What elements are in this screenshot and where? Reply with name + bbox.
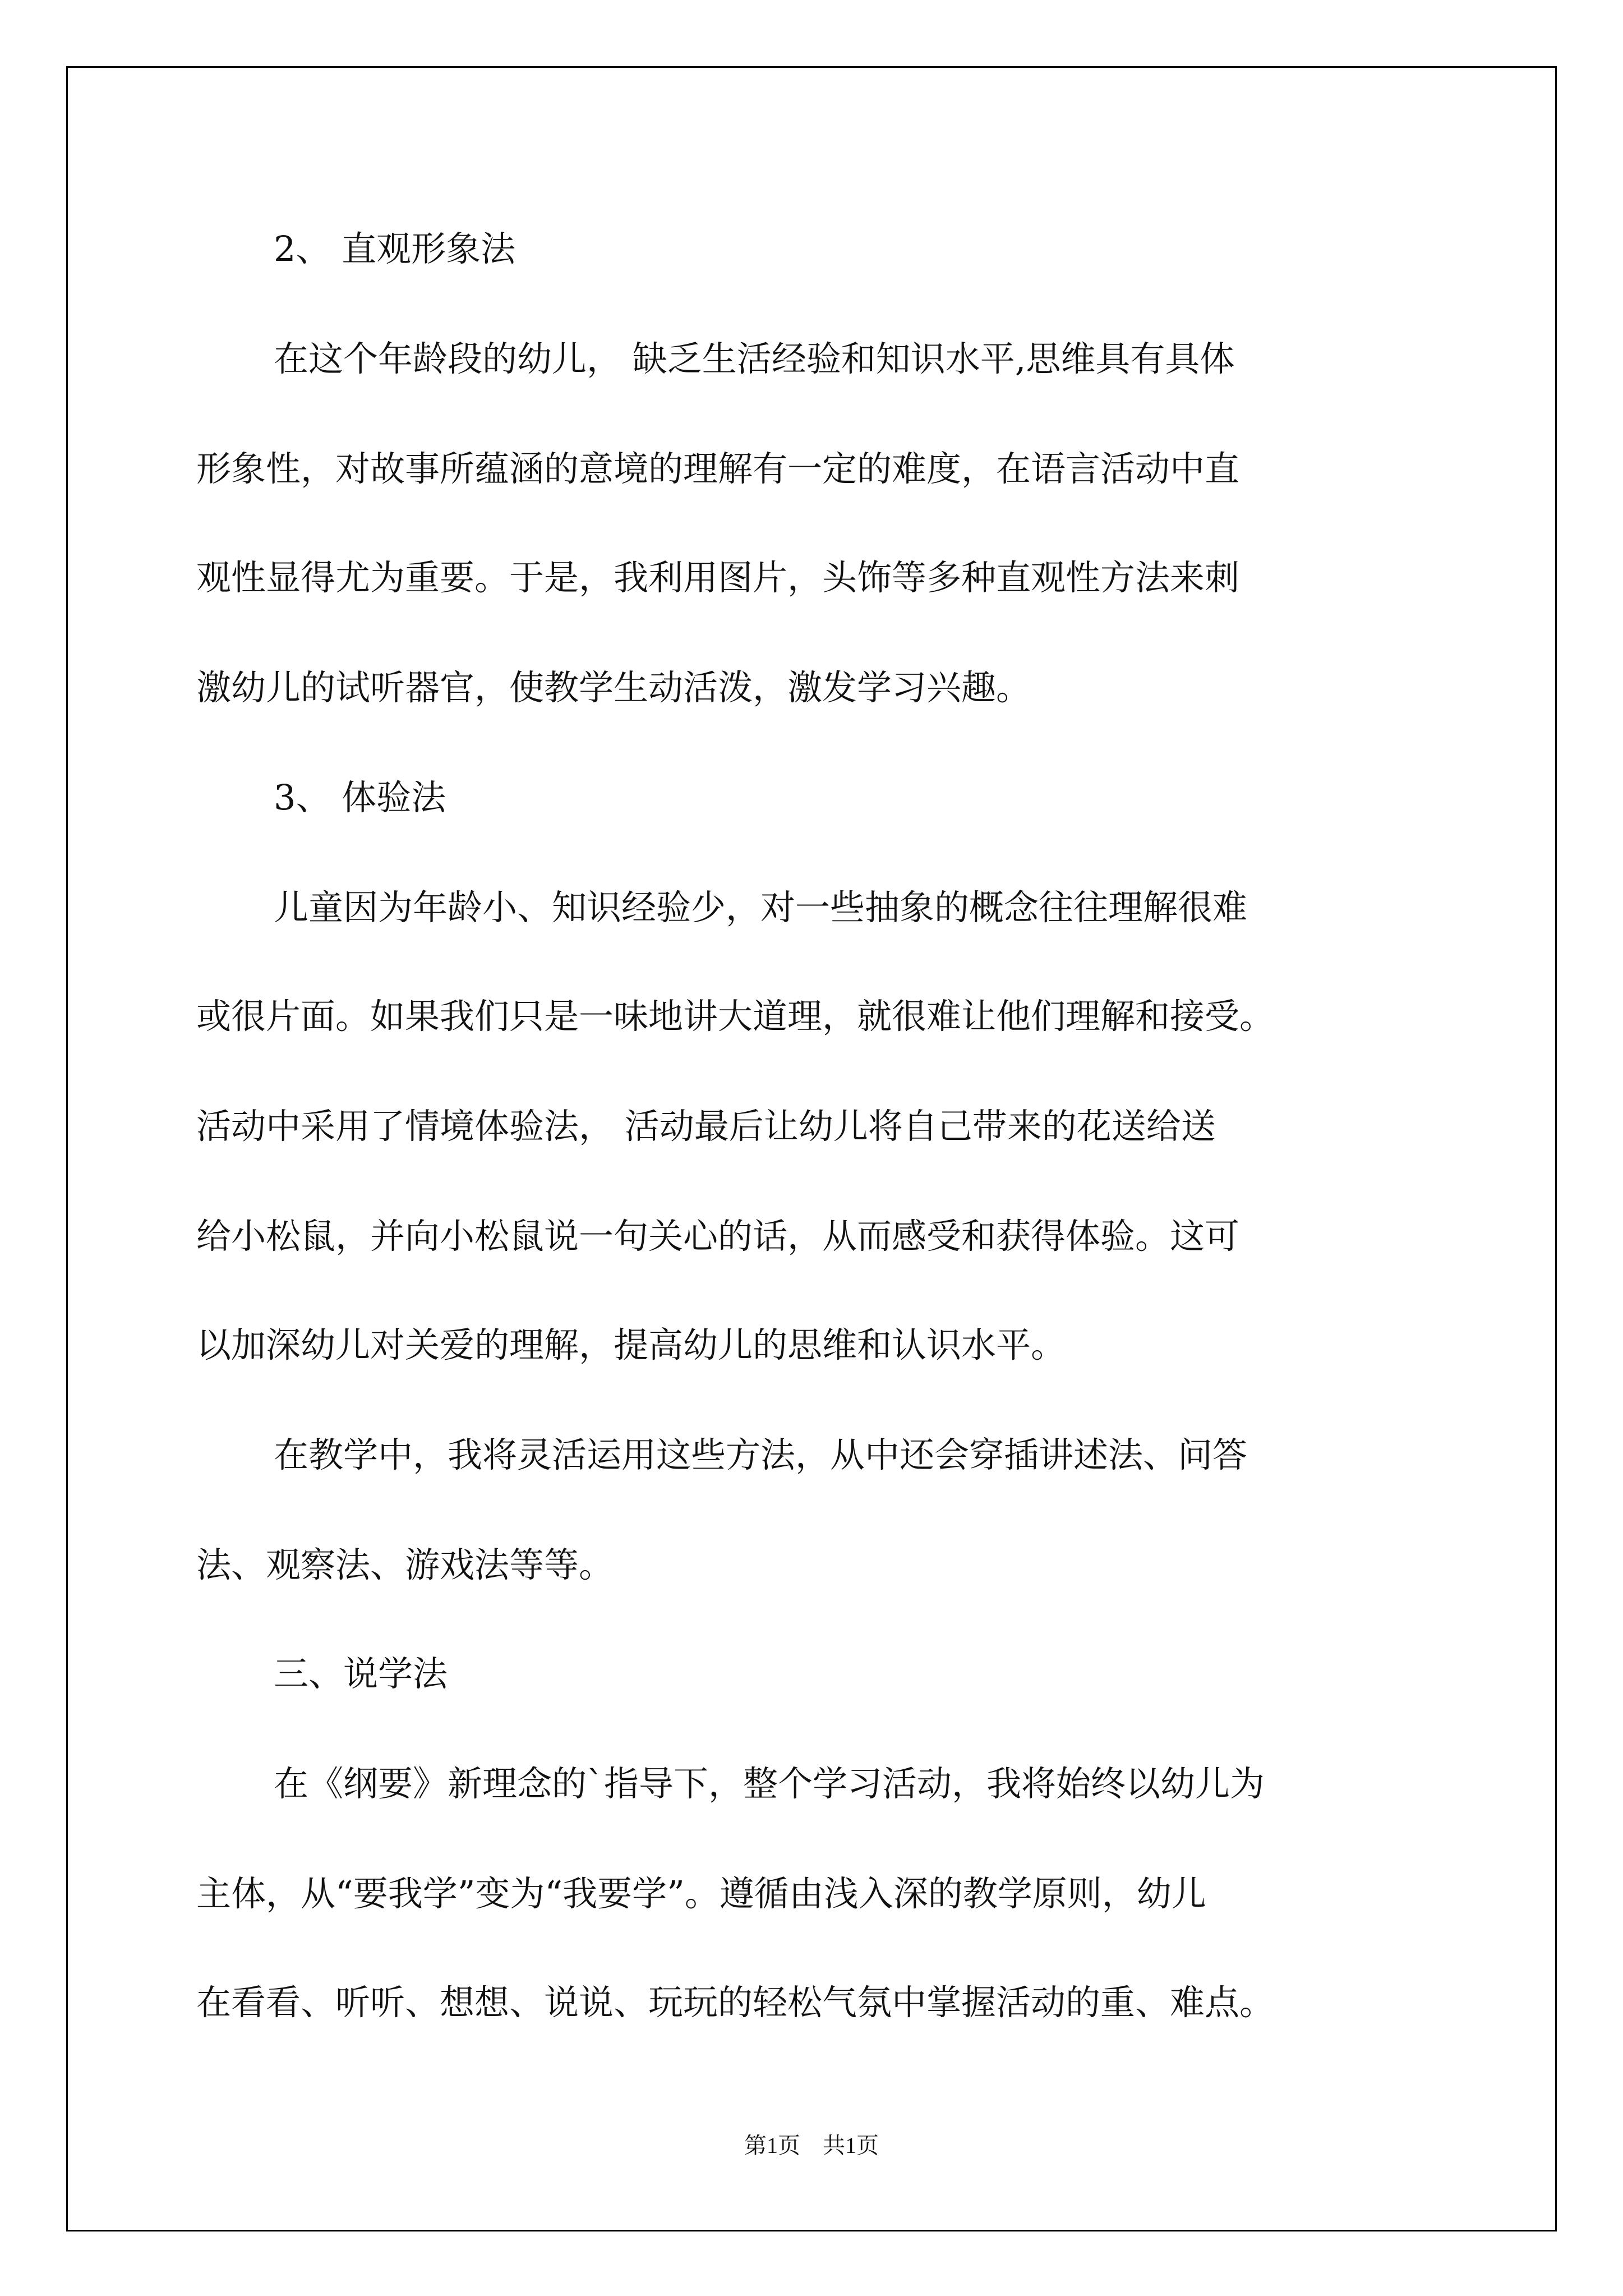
page-footer <box>0 2132 1623 2160</box>
paragraph-line: 激幼儿的试听器官，使教学生动活泼，激发学习兴趣。 <box>196 667 1031 708</box>
paragraph-line: 在《纲要》新理念的`指导下，整个学习活动，我将始终以幼儿为 <box>274 1763 1265 1804</box>
paragraph-line: 在看看、听听、想想、说说、玩玩的轻松气氛中掌握活动的重、难点。 <box>196 1982 1275 2023</box>
paragraph-line: 主体，从“要我学”变为“我要学”。遵循由浅入深的教学原则，幼儿 <box>196 1873 1206 1914</box>
page-number-total: 共1页 <box>823 2133 879 2158</box>
paragraph-line: 给小松鼠，并向小松鼠说一句关心的话，从而感受和获得体验。这可 <box>196 1216 1240 1257</box>
paragraph-line: 形象性，对故事所蕴涵的意境的理解有一定的难度，在语言活动中直 <box>196 448 1240 489</box>
paragraph-line: 法、观察法、游戏法等等。 <box>196 1544 614 1585</box>
paragraph-line: 活动中采用了情境体验法， 活动最后让幼儿将自己带来的花送给送 <box>196 1106 1216 1147</box>
paragraph-line: 在这个年龄段的幼儿， 缺乏生活经验和知识水平,思维具有具体 <box>274 338 1235 379</box>
paragraph-line: 在教学中，我将灵活运用这些方法，从中还会穿插讲述法、问答 <box>274 1434 1248 1475</box>
paragraph-line: 儿童因为年龄小、知识经验少，对一些抽象的概念往往理解很难 <box>274 887 1248 928</box>
section-heading-learning-method: 三、说学法 <box>274 1653 448 1694</box>
page-number-current: 第1页 <box>744 2133 800 2158</box>
paragraph-line: 或很片面。如果我们只是一味地讲大道理，就很难让他们理解和接受。 <box>196 996 1275 1037</box>
section-heading-intuitive-method: 2、 直观形象法 <box>274 228 516 269</box>
paragraph-line: 以加深幼儿对关爱的理解，提高幼儿的思维和认识水平。 <box>196 1324 1066 1365</box>
paragraph-line: 观性显得尤为重要。于是，我利用图片，头饰等多种直观性方法来刺 <box>196 557 1240 598</box>
section-heading-experience-method: 3、 体验法 <box>274 777 446 818</box>
